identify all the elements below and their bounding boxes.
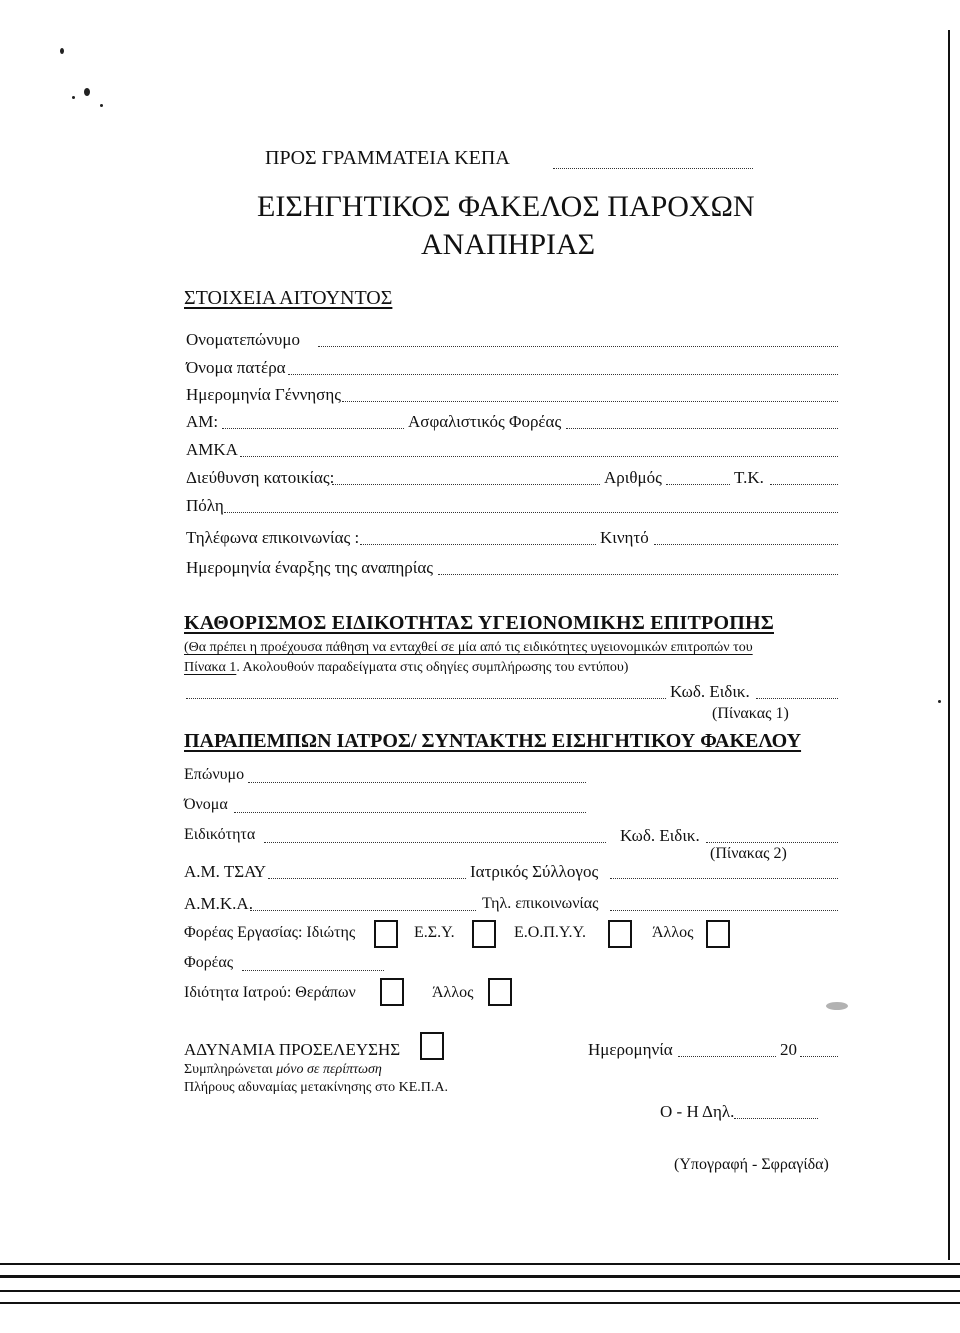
applicant-address-field[interactable]	[332, 484, 600, 485]
recipient-line	[265, 147, 510, 170]
scan-speck	[84, 88, 90, 96]
doctor-role-other-label: Άλλος	[432, 984, 474, 1001]
doctor-name-label: Όνομα	[184, 796, 228, 813]
applicant-city-label: Πόλη	[186, 496, 224, 515]
doctor-amka-label: Α.Μ.Κ.Α.	[184, 894, 253, 913]
employer-eopyy-label: Ε.Ο.Π.Υ.Υ.	[514, 924, 587, 941]
applicant-amka-field[interactable]	[240, 456, 838, 457]
declarant-field[interactable]	[734, 1118, 818, 1119]
scan-speck	[826, 1002, 848, 1010]
doctor-role-attending-checkbox[interactable]	[380, 978, 404, 1006]
applicant-phone-label: Τηλέφωνα επικοινωνίας :	[186, 528, 360, 547]
employer-other-checkbox[interactable]	[706, 920, 730, 948]
applicant-fullname-field[interactable]	[318, 346, 838, 347]
applicant-am-label: ΑΜ:	[186, 412, 219, 431]
inability-label: ΑΔΥΝΑΜΙΑ ΠΡΟΣΕΛΕΥΣΗΣ	[184, 1040, 401, 1059]
form-title-line1: ΕΙΣΗΓΗΤΙΚΟΣ ΦΑΚΕΛΟΣ ΠΑΡΟΧΩΝ	[257, 190, 755, 223]
specialty-note-line1: (Θα πρέπει η προέχουσα πάθηση να ενταχθεί σε μία από τις ειδικότητες υγειονομικών επιτροπών του	[184, 640, 753, 655]
applicant-postcode-label: Τ.Κ.	[734, 468, 764, 487]
doctor-name-field[interactable]	[234, 812, 586, 813]
doctor-heading: ΠΑΡΑΠΕΜΠΩΝ ΙΑΤΡΟΣ/ ΣΥΝΤΑΚΤΗΣ ΕΙΣΗΓΗΤΙΚΟΥ ΦΑΚΕΛΟΥ	[184, 730, 802, 752]
date-label: Ημερομηνία	[588, 1040, 673, 1059]
doctor-phone-field[interactable]	[610, 910, 838, 911]
employer-esy-checkbox[interactable]	[472, 920, 496, 948]
doctor-am-tsay-label: Α.Μ. ΤΣΑΥ	[184, 862, 267, 881]
employer-eopyy-checkbox[interactable]	[608, 920, 632, 948]
applicant-insurer-field[interactable]	[566, 428, 838, 429]
applicant-birthdate-label: Ημερομηνία Γέννησης	[186, 385, 341, 404]
specialty-field[interactable]	[186, 698, 666, 699]
scan-speck	[60, 48, 64, 54]
scan-edge-bottom-3	[0, 1290, 960, 1292]
date-year-field[interactable]	[800, 1056, 838, 1057]
doctor-specialty-field[interactable]	[264, 842, 606, 843]
specialty-code-field[interactable]	[756, 698, 838, 699]
recipient-dots	[553, 168, 753, 169]
specialty-table-ref: (Πίνακας 1)	[712, 705, 789, 722]
doctor-role-label: Ιδιότητα Ιατρού: Θεράπων	[184, 984, 356, 1001]
doctor-amka-field[interactable]	[250, 910, 476, 911]
inability-checkbox[interactable]	[420, 1032, 444, 1060]
date-field[interactable]	[678, 1056, 776, 1057]
doctor-code-field[interactable]	[706, 842, 838, 843]
recipient-label: ΠΡΟΣ ΓΡΑΜΜΑΤΕΙΑ ΚΕΠΑ	[265, 147, 510, 169]
table1-reference-link: Πίνακα 1	[184, 660, 237, 675]
declarant-label: Ο - Η Δηλ.	[660, 1102, 735, 1121]
doctor-code-label: Κωδ. Ειδικ.	[620, 826, 700, 845]
applicant-amka-label: ΑΜΚΑ	[186, 440, 238, 459]
employer-other-label: Άλλος	[652, 924, 694, 941]
specialty-heading: ΚΑΘΟΡΙΣΜΟΣ ΕΙΔΙΚΟΤΗΤΑΣ ΥΓΕΙΟΝΟΜΙΚΗΣ ΕΠΙΤΡΟΠΗΣ	[184, 612, 774, 634]
inability-note-line2: Πλήρους αδυναμίας μετακίνησης στο ΚΕ.Π.Α.	[184, 1080, 449, 1095]
doctor-assoc-label: Ιατρικός Σύλλογος	[470, 862, 599, 881]
doctor-am-tsay-field[interactable]	[268, 878, 466, 879]
applicant-disability-start-field[interactable]	[438, 574, 838, 575]
doctor-phone-label: Τηλ. επικοινωνίας	[482, 895, 599, 912]
doctor-specialty-label: Ειδικότητα	[184, 826, 256, 843]
specialty-code-label: Κωδ. Ειδικ.	[670, 682, 750, 701]
form-title-line2: ΑΝΑΠΗΡΙΑΣ	[421, 228, 596, 261]
doctor-surname-field[interactable]	[248, 782, 586, 783]
doctor-assoc-field[interactable]	[610, 878, 838, 879]
date-year-label: 20	[780, 1040, 797, 1059]
specialty-note-rest: . Ακολουθούν παραδείγματα στις οδηγίες συμπλήρωσης του εντύπου)	[236, 660, 629, 675]
doctor-table-ref: (Πίνακας 2)	[710, 845, 787, 862]
signature-label: (Υπογραφή - Σφραγίδα)	[674, 1156, 829, 1173]
scan-speck	[938, 700, 941, 703]
employer-private-checkbox[interactable]	[374, 920, 398, 948]
inability-note-line1	[184, 1062, 382, 1078]
applicant-birthdate-field[interactable]	[342, 401, 838, 402]
applicant-father-label: Όνομα πατέρα	[186, 358, 286, 377]
applicant-mobile-field[interactable]	[654, 544, 838, 545]
inability-note-prefix: Συμπληρώνεται	[184, 1062, 277, 1077]
applicant-heading: ΣΤΟΙΧΕΙΑ ΑΙΤΟΥΝΤΟΣ	[184, 287, 393, 309]
scan-speck	[100, 104, 103, 107]
employer-label: Φορέας	[184, 954, 234, 971]
applicant-phone-field[interactable]	[360, 544, 596, 545]
inability-note-condition: μόνο σε περίπτωση	[276, 1062, 382, 1077]
applicant-postcode-field[interactable]	[770, 484, 838, 485]
scan-edge-bottom-4	[0, 1302, 960, 1304]
applicant-city-field[interactable]	[224, 512, 838, 513]
scan-edge-right	[948, 30, 950, 1260]
doctor-role-other-checkbox[interactable]	[488, 978, 512, 1006]
applicant-disability-start-label: Ημερομηνία έναρξης της αναπηρίας	[186, 558, 433, 577]
doctor-surname-label: Επώνυμο	[184, 766, 245, 783]
applicant-am-field[interactable]	[222, 428, 404, 429]
scan-edge-bottom-2	[0, 1275, 960, 1278]
scan-edge-bottom-1	[0, 1263, 960, 1265]
applicant-mobile-label: Κινητό	[600, 528, 649, 547]
applicant-number-field[interactable]	[666, 484, 730, 485]
applicant-insurer-label: Ασφαλιστικός Φορέας	[408, 412, 562, 431]
employer-esy-label: Ε.Σ.Υ.	[414, 924, 455, 941]
specialty-note-line2	[184, 660, 628, 676]
applicant-address-label: Διεύθυνση κατοικίας:	[186, 468, 335, 487]
applicant-number-label: Αριθμός	[604, 468, 662, 487]
scan-speck	[72, 96, 75, 99]
employer-field[interactable]	[242, 970, 384, 971]
employer-type-label: Φορέας Εργασίας: Ιδιώτης	[184, 924, 356, 941]
applicant-fullname-label: Ονοματεπώνυμο	[186, 330, 300, 349]
applicant-father-field[interactable]	[288, 374, 838, 375]
